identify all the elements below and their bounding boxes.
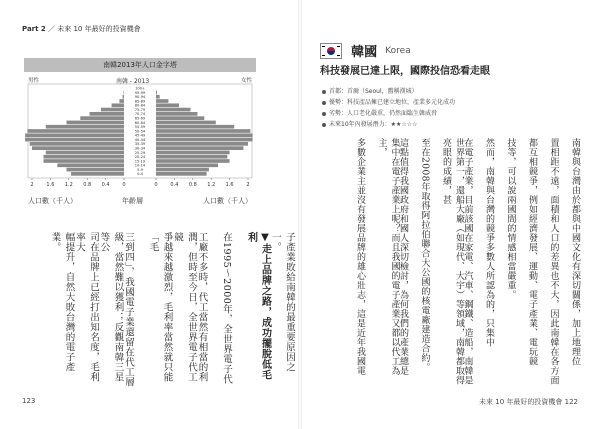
female-bar <box>156 125 234 129</box>
fact-list <box>322 86 455 130</box>
section-heading: ▼走上品牌之路，成功擺脫低毛利 <box>245 232 271 380</box>
age-tick-label: 50-54 <box>134 129 146 134</box>
left-page-number: 123 <box>22 397 36 405</box>
age-tick-label: 30-34 <box>134 146 146 151</box>
x-tick-label: 0 <box>154 182 158 188</box>
female-bar <box>156 155 227 159</box>
male-bar <box>27 129 124 133</box>
text-column: 級，當然難以獲利；反觀南韓三星等公 <box>98 232 124 382</box>
fact-item <box>322 108 455 119</box>
age-tick-label: 80-84 <box>134 103 146 108</box>
female-bar <box>156 159 230 163</box>
age-tick-label: 90-94 <box>134 95 146 100</box>
female-bar <box>156 151 230 155</box>
male-bar <box>44 155 125 159</box>
age-tick-label: 55-59 <box>134 125 146 130</box>
female-bar <box>156 129 250 133</box>
age-tick-label: 35-39 <box>134 142 146 147</box>
right-footer <box>479 397 578 407</box>
female-bar <box>156 133 253 137</box>
male-bar <box>90 112 125 116</box>
female-bar <box>156 138 253 142</box>
text-column: 在電子產業，目前該國在家電、汽車、鋼鐵、造船，南韓是 <box>462 138 473 385</box>
male-bar <box>25 133 124 137</box>
female-bar <box>156 163 218 167</box>
x-tick-label: 1.6 <box>225 182 234 188</box>
female-bar <box>156 142 248 146</box>
female-bar <box>156 91 157 95</box>
text-column: 都互相競爭，例如經濟發展、運動、電子產業、電玩競 <box>527 138 537 366</box>
male-bar <box>46 151 124 155</box>
unit-mid: 年齡層 <box>122 197 143 205</box>
age-tick-label: 40-44 <box>134 137 146 142</box>
male-bar <box>112 103 124 107</box>
left-running-header: Part 2 ／ 未來 10 年最好的投資機會 <box>22 25 141 33</box>
book-title: 未來 10 年最好的投資機會 <box>57 25 141 33</box>
text-column: 技等，可以說兩國間的情感相當嚴重。 <box>505 138 516 300</box>
text-column: 這點值得我國政府和國人深切檢討，為何我們的產業總是 <box>398 138 408 376</box>
female-bar <box>156 103 179 107</box>
x-tick-label: 2 <box>246 182 250 188</box>
x-tick-label: 0.4 <box>101 182 110 188</box>
male-bar <box>25 138 124 142</box>
female-bar <box>156 146 243 150</box>
male-bar <box>46 125 124 129</box>
text-column: 集中在電子產業上呢？而且我國的電子產業又都以代工為主， <box>376 138 400 376</box>
age-tick-label: 95-99 <box>134 90 146 95</box>
right-page <box>300 0 600 429</box>
text-column: 潤，但時至今日，全世界電子代工競 <box>172 232 197 382</box>
age-tick-label: 25-29 <box>134 150 146 155</box>
country-slogan: 科技發展已達上限，國際投信恐看走眼 <box>320 66 490 77</box>
age-tick-label: 70-74 <box>134 112 146 117</box>
male-bar <box>57 163 124 167</box>
footer-title: 未來 10 年最好的投資機會 <box>479 398 563 406</box>
male-bar <box>67 168 125 172</box>
male-label: 男性 <box>28 78 40 84</box>
x-tick-label: 1.6 <box>46 182 55 188</box>
female-bar <box>156 99 168 103</box>
text-column: 南韓與台灣由於都與中國文化有深切關係，加上地理位 <box>570 138 580 366</box>
bullet-dot-icon <box>322 112 326 116</box>
fact-text: 首都：首爾（Seoul，舊稱漢城） <box>329 88 418 95</box>
female-bar <box>156 172 207 176</box>
text-column: 然而，南韓與台灣的競爭多數人所認為的，只集中 <box>484 138 494 347</box>
male-bar <box>44 159 125 163</box>
x-tick-label: 2 <box>30 182 34 188</box>
female-bar <box>156 116 204 120</box>
male-bar <box>119 99 124 103</box>
age-tick-label: 65-69 <box>134 116 146 121</box>
text-column: 在1995～2000年，全世界電子代 <box>221 232 232 385</box>
x-tick-label: 0.4 <box>170 182 179 188</box>
age-tick-label: 5-9 <box>137 167 143 172</box>
text-column: 子產業敗給南韓的最重要原因之一。 <box>270 232 295 372</box>
male-bar <box>80 116 124 120</box>
x-tick-label: 0.8 <box>83 182 92 188</box>
bullet-dot-icon <box>322 123 326 127</box>
fact-item <box>322 86 455 97</box>
pyramid-plot <box>24 58 256 198</box>
text-column: 世界第一，還船大廠（如現代、大宇）等領域，南韓都取得亮眼的成績，甚 <box>441 138 464 385</box>
fact-text: 優勢：科技產品擁已建立地位，產業多元化成功 <box>329 99 456 106</box>
male-bar <box>30 142 124 146</box>
age-tick-label: 60-64 <box>134 120 146 125</box>
text-column: 至在2008年取得阿拉伯聯合大公國的核電廠建造合約。 <box>419 138 430 372</box>
country-title: 韓國 <box>351 45 378 60</box>
age-tick-label: 85-89 <box>134 99 146 104</box>
x-tick-label: 0.8 <box>188 182 197 188</box>
country-english: Korea <box>385 45 411 56</box>
male-bar <box>32 146 124 150</box>
male-bar <box>101 108 124 112</box>
fact-item <box>322 119 455 130</box>
male-bar <box>123 95 124 99</box>
text-column: 幅提升，自然大敗台灣的電子產業。 <box>49 232 75 372</box>
chart-title: 南韓2013年人口金字塔 <box>24 58 256 72</box>
population-pyramid-chart <box>24 58 256 216</box>
male-bar <box>67 121 125 125</box>
chart-subtitle: 南韓 - 2013 <box>116 78 150 85</box>
age-tick-label: 20-24 <box>134 155 146 160</box>
unit-right: 人口數（千人） <box>203 197 252 205</box>
fact-text: 未來10年內發展潛力：★★☆☆☆ <box>329 121 418 128</box>
right-page-number: 122 <box>564 398 578 406</box>
part-label: Part 2 <box>22 25 46 33</box>
age-tick-label: 100+ <box>135 86 145 91</box>
x-tick-label: 0 <box>122 182 126 188</box>
age-tick-label: 10-14 <box>134 163 146 168</box>
country-header <box>320 40 500 60</box>
text-column: 爭越來越激烈，毛利率當然就只能「毛 <box>147 232 173 382</box>
unit-left: 人口數（千人） <box>28 197 77 205</box>
age-tick-label: 75-79 <box>134 107 146 112</box>
text-column: 三到四」，我國電子業還留在代工層 <box>123 232 134 388</box>
korea-flag-icon <box>320 43 342 59</box>
age-tick-label: 45-49 <box>134 133 146 138</box>
bullet-dot-icon <box>322 90 326 94</box>
text-column: 置相距不遠，面積和人口的差異也不大，因此南韓在各方面 <box>548 138 559 385</box>
female-bar <box>156 112 197 116</box>
text-column: 多數企業主並沒有發展品牌的雄心壯志，這是近年我國電 <box>355 138 365 376</box>
x-tick-label: 1.2 <box>64 182 73 188</box>
female-bar <box>156 121 216 125</box>
female-label: 女性 <box>240 78 252 84</box>
female-bar <box>156 108 191 112</box>
x-tick-label: 1.2 <box>207 182 216 188</box>
text-column: 司在品牌上已經打出知名度，毛利率大 <box>74 232 99 382</box>
female-bar <box>156 95 160 99</box>
age-tick-label: 15-19 <box>134 159 146 164</box>
age-tick-label: 0-4 <box>137 172 143 177</box>
fact-text: 劣勢：人口老化嚴重，仍然面臨生韓威脅 <box>329 110 438 117</box>
fact-item <box>322 97 455 108</box>
bullet-dot-icon <box>322 101 326 105</box>
text-column: 工廠不多時，代工當然有相當的利 <box>196 232 208 382</box>
male-bar <box>71 172 124 176</box>
female-bar <box>156 168 209 172</box>
